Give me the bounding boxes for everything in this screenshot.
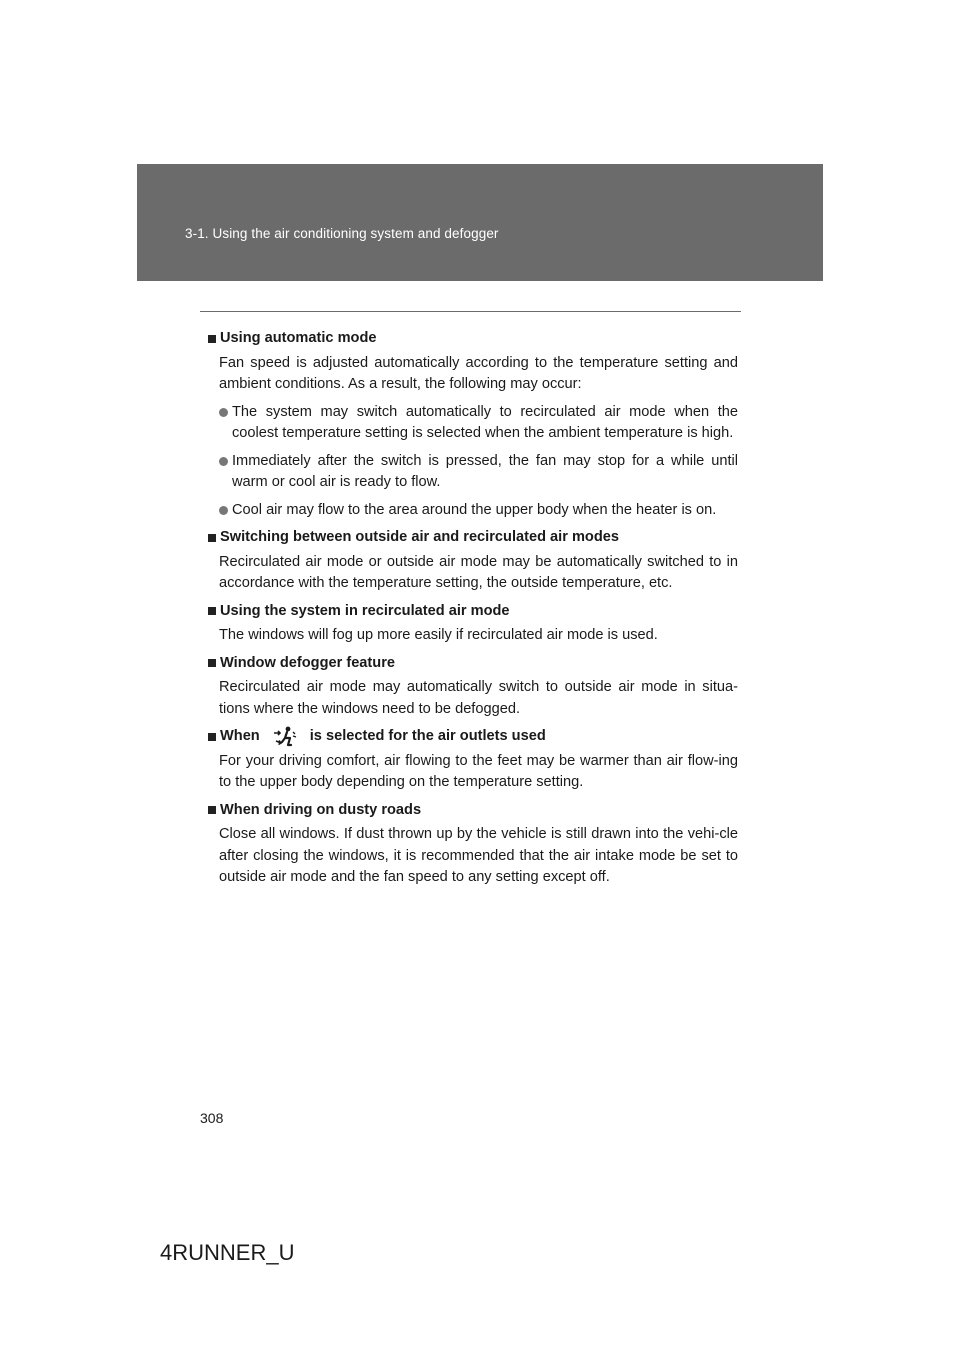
square-bullet-icon	[208, 335, 216, 343]
list-item	[208, 500, 738, 522]
square-bullet-icon	[208, 806, 216, 814]
square-bullet-icon	[208, 733, 216, 741]
chapter-header-bar	[137, 164, 823, 281]
section-body: Recirculated air mode or outside air mode may be automatically switched to in accordance with the temperature setting, the outside temperature, etc.	[219, 553, 738, 591]
list-item	[208, 451, 738, 494]
section-body: The windows will fog up more easily if recirculated air mode is used.	[219, 627, 658, 643]
square-bullet-icon	[208, 534, 216, 542]
section-intro: Fan speed is adjusted automatically according to the temperature setting and ambient conditions. As a result, the following may occur:	[219, 354, 738, 392]
air-outlet-feet-upper-body-icon	[260, 726, 310, 748]
square-bullet-icon	[208, 659, 216, 667]
section-divider	[200, 311, 741, 312]
section-outside-recirculated	[208, 527, 738, 595]
list-item-text: Cool air may flow to the area around the upper body when the heater is on.	[232, 501, 717, 518]
section-air-outlets	[208, 726, 738, 794]
section-body: For your driving comfort, air flowing to the feet may be warmer than air flow-ing to the upper body depending on the temperature setting.	[219, 752, 738, 790]
list-item-text: Immediately after the switch is pressed, the fan may stop for a while until warm or cool air is ready to flow.	[232, 452, 738, 490]
page-number: 308	[200, 1110, 224, 1126]
section-heading: Switching between outside air and recirculated air modes	[220, 529, 619, 545]
list-item-text: The system may switch automatically to recirculated air mode when the coolest temperature setting is selected when the ambient temperature is high.	[232, 403, 738, 441]
round-bullet-icon	[219, 408, 228, 417]
footer-code: 4RUNNER_U	[160, 1240, 295, 1265]
chapter-title: 3-1. Using the air conditioning system and defogger	[185, 226, 499, 241]
section-heading: Using automatic mode	[220, 330, 377, 346]
section-window-defogger	[208, 653, 738, 721]
square-bullet-icon	[208, 607, 216, 615]
section-heading: Using the system in recirculated air mode	[220, 602, 510, 619]
section-body: Recirculated air mode may automatically switch to outside air mode in situa-tions where the windows need to be defogged.	[219, 679, 738, 717]
section-dusty-roads	[208, 800, 738, 889]
list-item	[208, 402, 738, 445]
section-heading-before: When	[220, 728, 260, 744]
section-body: Close all windows. If dust thrown up by the vehicle is still drawn into the vehi-cle after closing the windows, it is recommended that the air intake mode be set to outside air mode and the fan speed to any setting except off.	[219, 826, 738, 885]
section-automatic-mode	[208, 328, 738, 521]
round-bullet-icon	[219, 457, 228, 466]
section-recirculated-mode	[208, 601, 738, 647]
round-bullet-icon	[219, 506, 228, 515]
page-content	[208, 328, 738, 895]
section-heading: When driving on dusty roads	[220, 801, 422, 818]
section-heading: Window defogger feature	[220, 654, 395, 671]
section-heading-after: is selected for the air outlets used	[309, 728, 546, 744]
